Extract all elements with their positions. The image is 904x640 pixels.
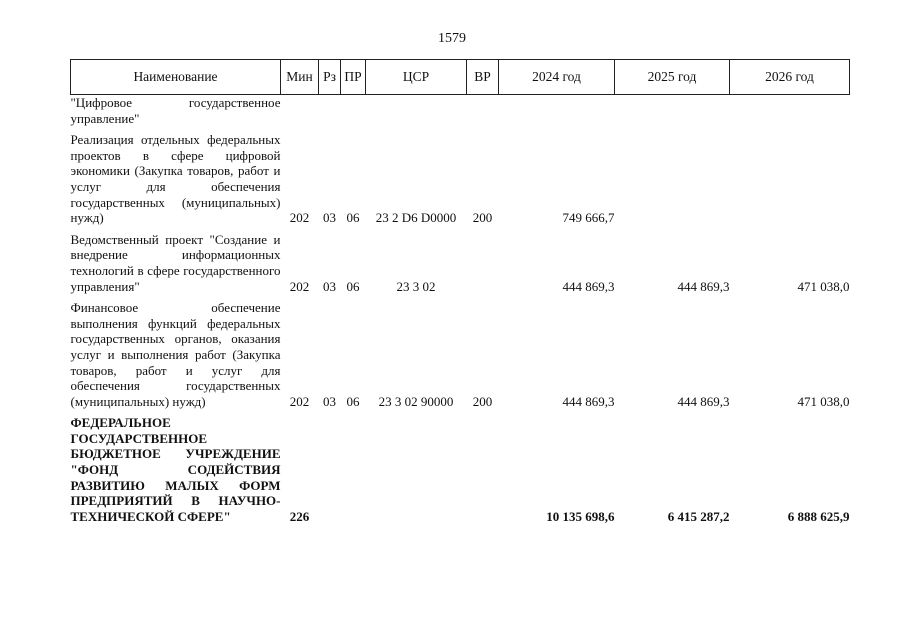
row-csr: [366, 409, 467, 524]
row-rz: 03: [323, 278, 336, 294]
row-2025: [615, 126, 730, 226]
row-name: Ведомственный проект "Создание и внедрение информационных технологий в сфере государственного управления": [70, 231, 281, 294]
row-min: 202: [289, 210, 310, 226]
row-2026: 471 038,0: [797, 393, 850, 409]
row-2025: 6 415 287,2: [667, 508, 730, 524]
header-name: Наименование: [71, 60, 281, 95]
row-vr: [467, 95, 499, 127]
row-min: 226: [289, 508, 310, 524]
row-rz: [319, 409, 341, 524]
header-vr: ВР: [467, 60, 499, 95]
header-csr: ЦСР: [366, 60, 467, 95]
header-min: Мин: [281, 60, 319, 95]
row-rz: [319, 95, 341, 127]
header-2026: 2026 год: [730, 60, 850, 95]
row-2024: 444 869,3: [562, 393, 615, 409]
row-pr: [341, 95, 366, 127]
row-pr: 06: [346, 393, 360, 409]
row-2026: [730, 126, 850, 226]
row-rz: 03: [323, 393, 336, 409]
row-rz: 03: [323, 210, 336, 226]
row-vr: 200: [472, 210, 493, 226]
row-csr: [366, 95, 467, 127]
row-min: 202: [289, 393, 310, 409]
row-name: ФЕДЕРАЛЬНОЕ ГОСУДАРСТВЕННОЕ БЮДЖЕТНОЕ УЧРЕЖДЕНИЕ "ФОНД СОДЕЙСТВИЯ РАЗВИТИЮ МАЛЫХ ФОРМ ПРЕДПРИЯТИЙ В НАУЧНО-ТЕХНИЧЕСКОЙ СФЕРЕ": [70, 415, 281, 524]
row-2026: [730, 95, 850, 127]
budget-table: [70, 59, 850, 524]
row-pr: 06: [346, 278, 360, 294]
row-2024: 749 666,7: [562, 210, 615, 226]
page-number: 1579: [438, 31, 466, 46]
row-name: Финансовое обеспечение выполнения функций федеральных государственных органов, оказания услуг и выполнения работ (Закупка товаров, работ и услуг для обеспечения государственных (муниципальных) нужд): [70, 300, 281, 409]
row-2025: 444 869,3: [677, 393, 730, 409]
table-row: [71, 226, 850, 294]
row-2026: 471 038,0: [797, 278, 850, 294]
row-name: "Цифровое государственное управление": [70, 95, 281, 126]
header-pr: ПР: [341, 60, 366, 95]
row-csr: 23 2 D6 D0000: [375, 210, 457, 226]
row-vr: [467, 409, 499, 524]
row-min: [281, 95, 319, 127]
table-row: [71, 409, 850, 524]
row-2024: [499, 95, 615, 127]
row-2024: 444 869,3: [562, 278, 615, 294]
row-2025: [615, 95, 730, 127]
row-vr: [467, 226, 499, 294]
table-row: [71, 95, 850, 127]
row-csr: 23 3 02 90000: [378, 393, 454, 409]
row-vr: 200: [472, 393, 493, 409]
row-csr: 23 3 02: [396, 278, 436, 294]
header-rz: Рз: [319, 60, 341, 95]
table-row: [71, 126, 850, 226]
row-name: Реализация отдельных федеральных проектов в сфере цифровой экономики (Закупка товаров, работ и услуг для обеспечения государственных (муниципальных) нужд): [70, 132, 281, 226]
table-header-row: [71, 60, 850, 95]
header-2025: 2025 год: [615, 60, 730, 95]
row-min: 202: [289, 278, 310, 294]
table-row: [71, 294, 850, 409]
row-2024: 10 135 698,6: [546, 508, 615, 524]
row-pr: 06: [346, 210, 360, 226]
row-2026: 6 888 625,9: [787, 508, 850, 524]
header-2024: 2024 год: [499, 60, 615, 95]
row-pr: [341, 409, 366, 524]
row-2025: 444 869,3: [677, 278, 730, 294]
